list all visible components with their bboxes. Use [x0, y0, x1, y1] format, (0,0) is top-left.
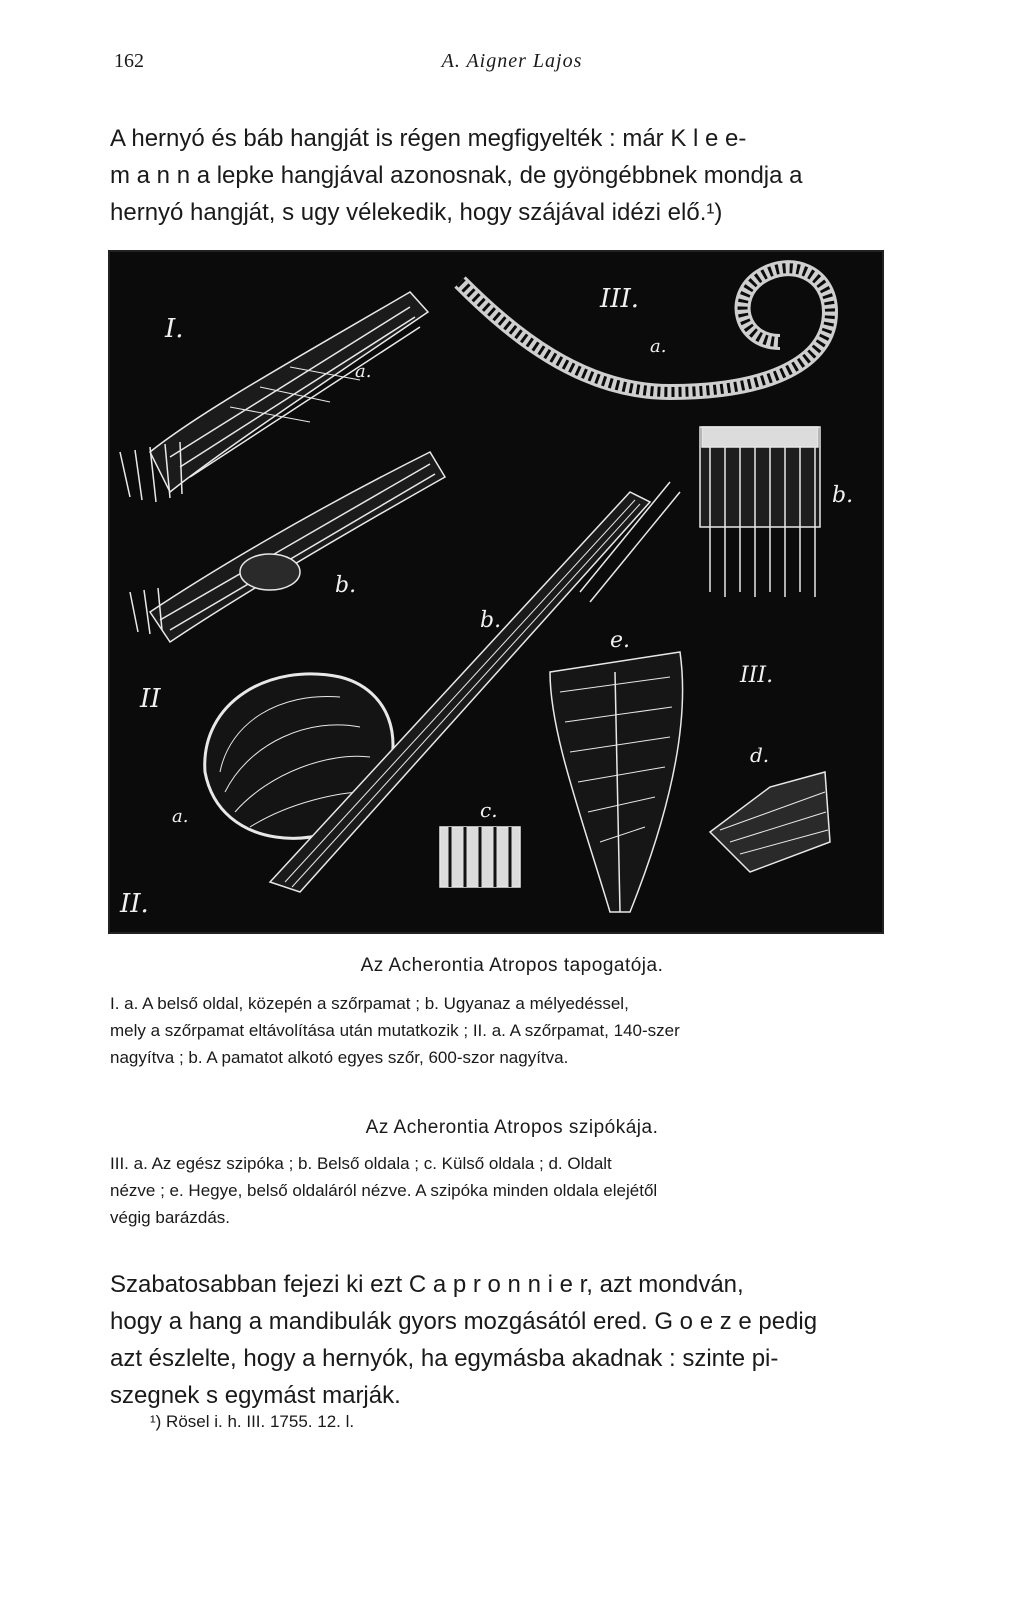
- label-a-III: a.: [650, 336, 667, 357]
- label-a: a.: [355, 361, 372, 382]
- caption-body-proboscis: [110, 1150, 882, 1231]
- caption-line: I. a. A belső oldal, közepén a szőrpamat ; b. Ugyanaz a mélyedéssel,: [110, 994, 629, 1013]
- figure-III-e: [550, 652, 683, 912]
- label-b-center: b.: [480, 608, 502, 633]
- caption-line: III. a. Az egész szipóka ; b. Belső oldala ; c. Külső oldala ; d. Oldalt: [110, 1154, 612, 1173]
- label-d: d.: [750, 743, 770, 767]
- figure-III-a: [460, 268, 830, 392]
- text-line: Szabatosabban fejezi ki ezt C a p r o n n i e r, azt mondván,: [110, 1271, 744, 1298]
- running-title: A. Aigner Lajos: [441, 50, 583, 72]
- label-II-bottom: II.: [120, 889, 149, 919]
- text-line: hogy a hang a mandibulák gyors mozgásától ered. G o e z e pedig: [110, 1308, 818, 1335]
- text-line: m a n n a lepke hangjával azonosnak, de gyöngébbnek mondja a: [110, 162, 803, 189]
- label-III-right: III.: [740, 663, 774, 688]
- caption-body-antenna: [110, 990, 882, 1071]
- label-e: e.: [610, 628, 631, 653]
- caption-line: nagyítva ; b. A pamatot alkotó egyes szőr, 600-szor nagyítva.: [110, 1048, 569, 1067]
- paragraph-intro: [110, 120, 882, 231]
- label-III: III.: [600, 284, 640, 314]
- caption-line: végig barázdás.: [110, 1208, 231, 1227]
- caption-line: mely a szőrpamat eltávolítása után mutatkozik ; II. a. A szőrpamat, 140-szer: [110, 1021, 680, 1040]
- page-number: 162: [114, 50, 144, 72]
- label-b: b.: [335, 573, 357, 598]
- caption-line: nézve ; e. Hegye, belső oldaláról nézve. A szipóka minden oldala elejétől: [110, 1181, 658, 1200]
- label-II: II: [140, 684, 161, 714]
- caption-title-proboscis: Az Acherontia Atropos szipókája.: [365, 1117, 659, 1138]
- label-c: c.: [480, 798, 498, 822]
- label-I: I.: [165, 314, 184, 344]
- text-line: azt észlelte, hogy a hernyók, ha egymásba akadnak : szinte pi-: [110, 1345, 779, 1372]
- illustration-plate: [108, 250, 884, 934]
- figure-III-d: [710, 772, 830, 872]
- label-a-bottom: a.: [172, 806, 189, 827]
- caption-title-antenna: Az Acherontia Atropos tapogatója.: [360, 955, 664, 976]
- text-line: hernyó hangját, s ugy vélekedik, hogy szájával idézi elő.¹): [110, 199, 723, 226]
- plate-drawing: [110, 252, 882, 932]
- text-line: A hernyó és báb hangját is régen megfigyelték : már K l e e-: [110, 125, 747, 152]
- figure-III-b: [700, 427, 820, 597]
- figure-c-block: [440, 827, 520, 887]
- text-line: szegnek s egymást marják.: [110, 1382, 401, 1409]
- label-b-III: b.: [832, 483, 854, 508]
- paragraph-continuation: [110, 1266, 882, 1414]
- footnote: ¹) Rösel i. h. III. 1755. 12. l.: [150, 1412, 355, 1431]
